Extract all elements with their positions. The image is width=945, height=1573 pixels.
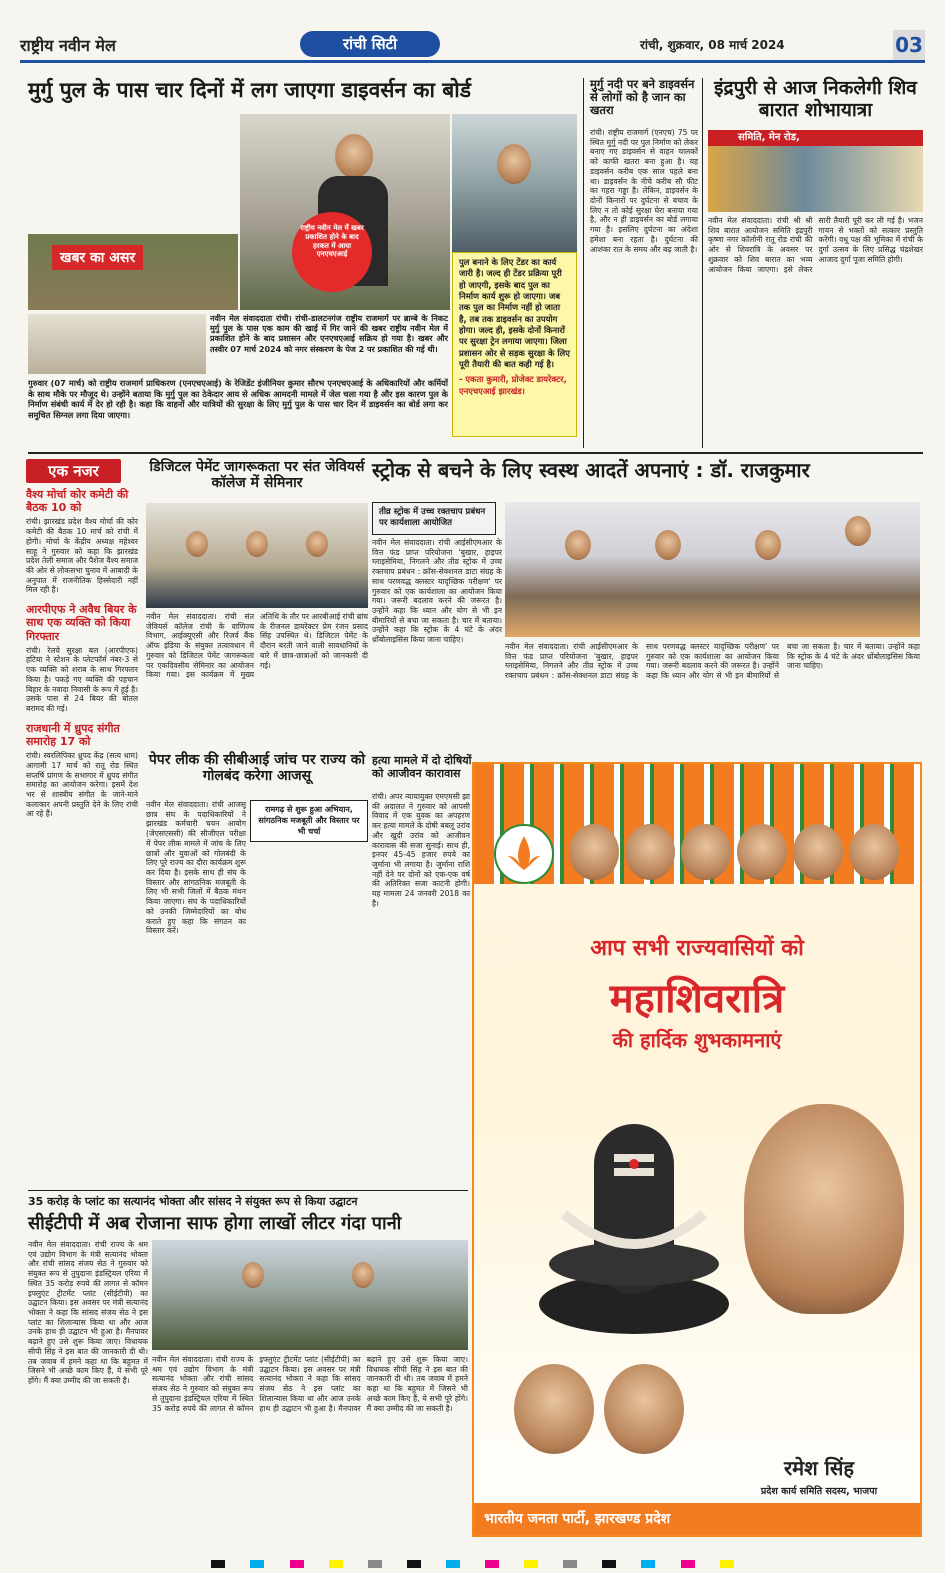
brief-title: आरपीएफ ने अवैध बियर के साथ एक व्यक्ति को किया गिरफ्तार [26,603,137,643]
print-color-bar [0,1553,945,1573]
side-body: रांची। राष्ट्रीय राजमार्ग (एनएच) 75 पर स्थित मुर्गु नदी पर पुल निर्माण को लेकर बनाए गए डाइवर्सन से वाहन चालकों को काफी खतरा बना हुआ है। यह डाइवर्सन करीब एक साल पहले बना था। डाइवर्सन के नीचे करीब सौ फीट का गहरा गड्ढा है। लेकिन, डाइवर्सन के दोनों किनारों पर दुर्घटना से बचाव के लिए न तो कोई सुरक्षा घेरा बनाया गया है, और न ही डाइवर्सन का बोर्ड लगाया गया है। इसलिए दुर्घटना का अंदेशा हमेशा बना रहता है। दुर्घटना की आशंका रात के समय और बढ़ जाती है। [590,128,698,254]
brief-text: रांची। रेलवे सुरक्षा बल (आरपीएफ) हटिया ने स्टेशन के प्लेटफॉर्म नंबर-3 से एक व्यक्ति को शराब के साथ गिरफ्तार किया है। पकड़े गए व्यक्ति की पहचान बिहार के नवादा निवासी के रूप में हुई है। उसके पास से 24 बियर की बोतल बरामद की गई। [26,645,138,713]
ad-wish: की हार्दिक शुभकामनाएं [612,1028,782,1052]
color-swatch [407,1560,421,1568]
ctp-body-cont: नवीन मेल संवाददाता। रांची राज्य के श्रम एवं उद्योग विभाग के मंत्री सत्यानंद भोक्ता और रांची सांसद संजय सेठ ने गुरुवार को संयुक्त रूप से तुपुदाना इंडस्ट्रियल एरिया में स्थित 35 करोड़ रुपये की लागत से कॉमन इफ्लुएंट ट्रीटमेंट प्लांट (सीईटीपी) का उद्घाटन किया। इस अवसर पर मंत्री सत्यानंद भोक्ता ने कहा कि सांसद संजय सेठ ने इस प्लांट का शिलान्यास किया था और आज उनके हाथ ही उद्घाटन भी हुआ है। मैनपावर बढ़ाने हुए उसे शुरू किया जाए। विधायक सीपी सिंह ने इस बात की जानकारी दी थी। तब जवाब में हमने कहा था कि बहुमत में जिसने भी अच्छे काम किए हैं, ये सभी पूरे होंगे। मैं क्या उम्मीद की जा सकती है। [152,1355,468,1413]
leader-portrait [514,1364,594,1454]
paper-leak-body: नवीन मेल संवाददाता। रांची आजसू छात्र संघ के पदाधिकारियों ने झारखंड कर्मचारी चयन आयोग (जेएसएससी) की सीजीएल परीक्षा में पेपर लीक मामले में जांच के लिए छात्रों और युवाओं को गोलबंदी के लिए पूरे राज्य का दौरा कार्यक्रम शुरू कर दिया है। इसके साथ ही संघ के विस्तार और सांगठनिक मजबूती के लिए भी सभी जिलों में बैठक मंथन किया जाएगा। संघ के पदाधिकारियों को उनकी जिम्मेदारियों का बोध कराते हुए कहा कि संगठन का विस्तार करें। [146,800,246,936]
news-effect-badge: राष्ट्रीय नवीन मेल में खबर प्रकाशित होने के बाद हरकत में आया एनएचएआई [292,212,372,292]
color-swatch [329,1560,343,1568]
color-swatch [681,1560,695,1568]
color-swatch [485,1560,499,1568]
official-quote: पुल बनाने के लिए टेंडर का कार्य जारी है। जल्द ही टेंडर प्रक्रिया पूरी हो जाएगी, इसके बाद पुल का निर्माण कार्य शुरू हो जाएगा। जब तक पुल का निर्माण नहीं हो जाता है, तब तक डाइवर्सन का उपयोग होगा। जल्द ही, इसके दोनों किनारों पर सुरक्षा ट्रेन लगाया जाएगा। जिला प्रशासन ओर से सड़क सुरक्षा के लिए पूरी तैयारी की बात कही गई है। [459,257,570,370]
paper-leak-headline: पेपर लीक की सीबीआई जांच पर राज्य को गोलबंद करेगा आजसू [148,752,366,785]
candidate-portrait [744,1104,904,1314]
leader-portrait [569,824,619,880]
murder-headline: हत्या मामले में दो दोषियों को आजीवन कारावास [372,754,472,780]
lead-photo-site [28,114,238,310]
brief-title: राजधानी में ध्रुपद संगीत समारोह 17 को [26,721,120,748]
paper-name: राष्ट्रीय नवीन मेल [20,36,116,55]
digital-body: नवीन मेल संवाददाता। रांची संत जेवियर्स कॉलेज रांची के वाणिज्य विभाग, आईक्यूएसी और रिजर्व बैंक ऑफ इंडिया के संयुक्त तत्वावधान में गुरुवार को डिजिटल पेमेंट जागरूकता पर एकदिवसीय सेमिनार का आयोजन किया गया। इस कार्यक्रम में मुख्य अतिथि के तौर पर आरबीआई रांची ब्रांच के रीजनल डायरेक्टर प्रेम रंजन प्रसाद सिंह उपस्थित थे। डिजिटल पेमेंट के दौरान बरती जाने वाली सावधानियों के बारे में छात्र-छात्राओं को जानकारी दी गई। [146,612,368,680]
clipping-photo [28,314,206,374]
column-rule [583,78,584,448]
ctp-headline: सीईटीपी में अब रोजाना साफ होगा लाखों लीटर गंदा पानी [28,1213,402,1234]
ek-nazar-column [26,488,138,1188]
stroke-body: नवीन मेल संवाददाता। रांची आईसीएमआर के वित्त फंड प्राप्त परियोजना 'बुखार, हाइपर ग्लाइसेमिया, निगलने और तीव्र स्ट्रोक में उच्च रक्तचाप प्रबंधन : क्रॉस-सेक्शनल डाटा संग्रह के साथ परणवद्ध क्लस्टर यादृच्छिक परीक्षण' पर गुरुवार को एक कार्यशाला का आयोजन किया गया। जरूरी बदलाव करने की जरूरत है। उन्होंने कहा कि ध्यान और योग से भी इन बीमारियों से बचा जा सकता है। चार में बताया। उन्होंने कहा कि स्ट्रोक के 4 घंटे के अंदर थ्रोंबोलाइसिस किया जाना चाहिए। [372,538,502,645]
stroke-event-photo [505,502,920,637]
ctp-inauguration-photo [152,1240,468,1350]
masthead-rule [20,60,925,63]
ad-greeting: आप सभी राज्यवासियों को [590,936,804,961]
brief-text: रांची। झारखंड प्रदेश वैश्य मोर्चा की कोर कमेटी की बैठक 10 मार्च को रांची में होगी। मोर्चा के केंद्रीय अध्यक्ष महेश्वर साहू ने गुरुवार को कहा कि झारखंड प्रदेश तेली समाज और पैशेज वैश्य समाज की ओर से लोकसभा चुनाव में आबादी के अनुपात में राजनीतिक हिस्सेदारी नहीं मिल रही है। [26,517,138,595]
leader-portrait [681,824,731,880]
shivratri-ad [472,762,922,1537]
issue-date: रांची, शुक्रवार, 08 मार्च 2024 [640,38,785,52]
ctp-body: नवीन मेल संवाददाता। रांची राज्य के श्रम एवं उद्योग विभाग के मंत्री सत्यानंद भोक्ता और रांची सांसद संजय सेठ ने गुरुवार को संयुक्त रूप से तुपुदाना इंडस्ट्रियल एरिया में स्थित 35 करोड़ रुपये की लागत से कॉमन इफ्लुएंट ट्रीटमेंट प्लांट (सीईटीपी) का उद्घाटन किया। इस अवसर पर मंत्री सत्यानंद भोक्ता ने कहा कि सांसद संजय सेठ ने इस प्लांट का शिलान्यास किया था और आज उनके हाथ ही उद्घाटन भी हुआ है। मैनपावर बढ़ाने हुए उसे शुरू किया जाए। विधायक सीपी सिंह ने इस बात की जानकारी दी थी। तब जवाब में हमने कहा था कि बहुमत में जिसने भी अच्छे काम किए हैं, ये सभी पूरे होंगे। मैं क्या उम्मीद की जा सकती है। [28,1240,148,1386]
bjp-lotus-icon [494,824,554,884]
brief-text: रांची। स्वरलिपिका ध्रुपद केंद्र (सत्य धाम) आगामी 17 मार्च को रातू रोड स्थित सप्तर्षि प्रांगण के सभागार में ध्रुपद संगीत समारोह का आयोजन करेगा। इसमें देश भर से शास्त्रीय संगीत के जाने-माने कलाकार अपनी प्रस्तुति देने के लिए रांची आ रहे हैं। [26,751,138,819]
ad-designation: प्रदेश कार्य समिति सदस्य, भाजपा [760,1486,878,1497]
leaders-strip [569,824,909,884]
paper-leak-highlight: रामगढ़ से शुरू हुआ अभियान, सांगठनिक मजबूती और विस्तार पर भी चर्चा [250,800,368,842]
shivling-icon [534,1064,734,1354]
masthead [0,30,945,66]
color-swatch [641,1560,655,1568]
leader-portrait [849,824,899,880]
color-swatch [563,1560,577,1568]
official-quote-box [452,252,577,437]
ek-nazar-label: एक नजर [26,459,121,483]
murder-body: रांची। अपर न्यायायुक्त एमएमसी झा की अदालत ने गुरुवार को आपसी विवाद में एक युवक का अपहरण कर हत्या मामले के दोषी बबलू उरांव और खुदी उरांव को आजीवन कारावास की सजा सुनाई। साथ ही, इनपर 45-45 हजार रुपये का जुर्माना भी लगाया है। जुर्माना राशि नहीं देने पर दोनों को एक-एक वर्ष की अतिरिक्त सजा काटनी होगी। यह मामला 24 जनवरी 2018 का है। [372,792,470,908]
color-swatch [290,1560,304,1568]
stroke-subhead: तीव्र स्ट्रोक में उच्च रक्तचाप प्रबंधन पर कार्यशाला आयोजित [372,502,496,535]
stroke-body-cont: नवीन मेल संवाददाता। रांची आईसीएमआर के वित्त फंड प्राप्त परियोजना 'बुखार, हाइपर ग्लाइसेमिया, निगलने और तीव्र स्ट्रोक में उच्च रक्तचाप प्रबंधन : क्रॉस-सेक्शनल डाटा संग्रह के साथ परणवद्ध क्लस्टर यादृच्छिक परीक्षण' पर गुरुवार को एक कार्यशाला का आयोजन किया गया। जरूरी बदलाव करने की जरूरत है। उन्होंने कहा कि ध्यान और योग से भी इन बीमारियों से बचा जा सकता है। चार में बताया। उन्होंने कहा कि स्ट्रोक के 4 घंटे के अंदर थ्रोंबोलाइसिस किया जाना चाहिए। [505,642,920,681]
stroke-headline: स्ट्रोक से बचने के लिए स्वस्थ आदतें अपनाएं : डॉ. राजकुमार [372,458,810,482]
shiv-barat-body: नवीन मेल संवाददाता। रांची श्री श्री शिव बारात आयोजन समिति इंद्रपुरी कृष्णा नगर कॉलोनी रातू रोड रांची की ओर से शिवरात्रि के अवसर पर शुक्रवार को शिव बारात का भव्य आयोजन किया जाएगा। इसे लेकर सारी तैयारी पूरी कर ली गई है। भजन गायन से भक्तों को सत्कार प्रस्तुति करेंगी। वधू पक्ष की भूमिका में रांची के दुर्गा उत्सव के लिए प्रसिद्ध चंद्रशेखर आजाद दुर्गा पूजा समिति होगी। [708,216,923,274]
leader-portrait [625,824,675,880]
column-rule [702,78,703,448]
section-pill: रांची सिटी [300,31,440,57]
color-swatch [250,1560,264,1568]
side-headline: मुर्गु नदी पर बने डाइवर्सन से लोगों को है जान का खतरा [590,77,695,118]
color-swatch [211,1560,225,1568]
ad-name: रमेश सिंह [783,1456,855,1480]
color-swatch [720,1560,734,1568]
ad-festival: महाशिवरात्रि [609,976,785,1022]
color-swatch [368,1560,382,1568]
official-credit: - एकता कुमारी, प्रोजेक्ट डायरेक्टर, एनएचएआई झारखंड। [459,374,567,396]
effect-tag: खबर का असर [52,245,143,270]
digital-headline: डिजिटल पेमेंट जागरूकता पर संत जेवियर्स कॉलेज में सेमिनार [149,459,365,492]
lead-photo-group [452,114,577,254]
leader-portrait [793,824,843,880]
shiv-barat-headline: इंद्रपुरी से आज निकलेगी शिव बारात शोभायात्रा [714,77,917,121]
color-swatch [524,1560,538,1568]
leader-portrait [737,824,787,880]
page-number: 03 [893,30,925,60]
lead-byline: नवीन मेल संवाददाता रांची। रांची-डालटनगंज राष्ट्रीय राजमार्ग पर ब्राम्बे के निकट मुर्गु पुल के पास एक काम की खाई में गिर जाने की खबर राष्ट्रीय नवीन मेल में प्रकाशित होने के बाद प्रशासन और एनएचएआई सक्रिय हो गया है। खबर और तस्वीर 07 मार्च 2024 को नगर संस्करण के पेज 2 पर प्रकाशित की गई थी। [210,314,448,354]
leader-portrait [604,1364,684,1454]
seminar-photo [146,503,368,608]
section-rule [28,1190,468,1191]
color-swatch [602,1560,616,1568]
ad-party-footer: भारतीय जनता पार्टी, झारखण्ड प्रदेश [474,1503,920,1535]
lead-body: गुरुवार (07 मार्च) को राष्ट्रीय राजमार्ग प्राधिकरण (एनएचएआई) के रेजिडेंट इंजीनियर कुमार सौरभ एनएचएआई के अधिकारियों और कर्मियों के साथ मौके पर मौजूद थे। उन्होंने बताया कि मुर्गु पुल का ठेकेदार आय से अधिक आमदनी मामले में जेल चला गया है और इस कारण पुल के निर्माण संबंधी कार्य में देर हो रही है। कहा कि वाहनों और यात्रियों की सुरक्षा के लिए मुर्गु पुल के पास चार दिन में डाइवर्सन का बोर्ड लगा कर समुचित सिग्नल लगा दिया जाएगा। [28,378,448,420]
shiv-idol-photo [708,130,923,212]
photo-banner: समिति, मेन रोड, [708,130,923,146]
section-rule [28,452,923,454]
ctp-overline: 35 करोड़ के प्लांट का सत्यानंद भोक्ता और सांसद ने संयुक्त रूप से किया उद्घाटन [28,1195,358,1208]
lead-headline: मुर्गु पुल के पास चार दिनों में लग जाएगा डाइवर्सन का बोर्ड [28,78,471,102]
brief-title: वैश्य मोर्चा कोर कमेटी की बैठक 10 को [26,488,129,515]
color-swatch [446,1560,460,1568]
